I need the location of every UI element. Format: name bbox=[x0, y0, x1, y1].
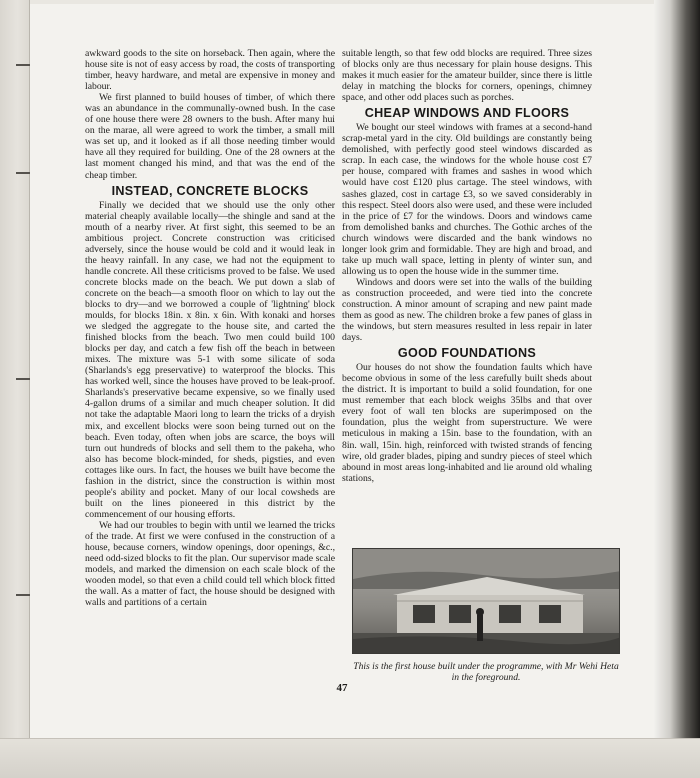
body-paragraph: awkward goods to the site on horseback. Then again, where the house site is not of easy access by road, the costs of transporting timber, heavy hardware, and metal are expensive in money and labour. bbox=[85, 48, 335, 93]
body-paragraph: suitable length, so that few odd blocks are required. Three sizes of blocks only are thus necessary for plain house designs. This makes it much easier for the amateur builder, since there is little delay in matching the blocks for corners, openings, chimney space, and other odd places such as porches. bbox=[342, 48, 592, 104]
page-number: 47 bbox=[336, 682, 348, 694]
body-paragraph: Finally we decided that we should use the only other material cheaply available locally—the shingle and sand at the mouth of a nearby river. At first sight, this seemed to be an ambitious project. Concrete construction was criticised adversely, since the house would be cold and it would leak in the heavy rainfall. In any case, we had not the equipment to handle concrete. All these criticisms proved to be false. We used concrete blocks made on the beach. We put down a slab of concrete on the beach—a smooth floor on which to lay out the blocks to dry—and we borrowed a couple of 'lightning' block moulds, for blocks 18in. x 8in. x 6in. With konaki and horses we sledged the aggregate to the house site, and carted the finished blocks from the beach. Two men could build 100 blocks per day, and catch a few fish off the beach in between mixes. The mixture was 5-1 with some silicate of soda (Sharlands's egg preservative) to waterproof the blocks. This has worked well, since the houses have proved to be leak-proof. Sharlands's preservative became expensive, so we finally used 4-gallon drums of a similar and much cheaper solution. It did not take the adaptable Maori long to learn the tricks of a dryish mix, and excellent blocks were soon being turned out on the beach. Even today, often when jobs are scarce, the boys will turn out hundreds of blocks and sell them to the pakeha, who also has become block-minded, for sheds, pigsties, and even cottages like ours. In fact, the houses we built have become the fashion in the district, since the construction is within most people's ability and pocket. Many of our local cowsheds are built on the lines pioneered in this district by the commencement of our housing efforts. bbox=[85, 199, 335, 520]
house-photo-figure bbox=[352, 548, 620, 683]
facing-page-edge bbox=[0, 0, 30, 778]
house-photo-illustration bbox=[353, 549, 620, 654]
body-paragraph: We had our troubles to begin with until we learned the tricks of the trade. At first we were confused in the construction of a house, because corners, window openings, door openings, &c., need odd-sized blocks to fit the plan. Our supervisor made scale models, and marked the dimension on each scale block of the wooden model, so that even a child could tell which block fitted the wall. As a matter of fact, the house should be designed with walls and partitions of a certain bbox=[85, 519, 335, 609]
body-paragraph: Windows and doors were set into the walls of the building as construction proceeded, and were tied into the concrete construction. A minor amount of scraping and new paint made them as good as new. The children broke a few panes of glass in the windows, but stern measures resulted in less repair in later days. bbox=[342, 276, 592, 344]
body-paragraph: Our houses do not show the foundation faults which have become obvious in some of the less carefully built sheds about the district. It is important to build a solid foundation, for one must remember that each block weighs 35lbs and that over every foot of wall ten blocks are superimposed on the foundation, plus the weight from superstructure. We were meticulous in making a 15in. base to the foundation, with an 8in. wall, 15in. high, reinforced with twisted strands of fencing wire, old grader blades, piping and sundry pieces of steel which abound in most areas long-inhabited and lie around old whaling stations, bbox=[342, 362, 592, 484]
left-column bbox=[85, 48, 335, 608]
right-column bbox=[342, 48, 592, 484]
scan-bottom-edge bbox=[0, 738, 700, 778]
book-page bbox=[30, 4, 654, 738]
house-photo bbox=[352, 548, 620, 654]
section-heading-concrete-blocks: INSTEAD, CONCRETE BLOCKS bbox=[111, 183, 309, 198]
photo-caption: This is the first house built under the programme, with Mr Wehi Heta in the foreground. bbox=[353, 661, 619, 683]
section-heading-windows-floors: CHEAP WINDOWS AND FLOORS bbox=[364, 106, 570, 121]
body-paragraph: We first planned to build houses of timber, of which there was an abundance in the communally-owned bush. In the case of one house there were 28 owners to the bush. After many hui on the marae, all were agreed to work the timber, a small mill was set up, and it looked as if all those needing timber would have all they required for building. One of the 28 owners at the last moment changed his mind, and that was the end of the cheap timber. bbox=[85, 92, 335, 181]
body-paragraph: We bought our steel windows with frames at a second-hand scrap-metal yard in the city. Old buildings are constantly being demolished, with perfectly good steel windows discarded as scrap. In each case, the windows for the whole house cost £7 per house, compared with frames and sashes in wood which would have cost £120 plus cartage. The steel windows, with sashes glazed, cost in cartage £3, so we saved considerably in this respect. Steel doors also were used, and these were included in the price of £7 for the windows. Doors and windows came from demolished banks and churches. The Gothic arches of the church windows were discarded and the bank windows no longer look grim and formidable. They are high and broad, and take up much wall space, letting in plenty of winter sun, and allowing us to open the house wide in the summer time. bbox=[342, 122, 592, 277]
binding-shadow bbox=[654, 0, 700, 778]
section-heading-foundations: GOOD FOUNDATIONS bbox=[397, 346, 537, 361]
